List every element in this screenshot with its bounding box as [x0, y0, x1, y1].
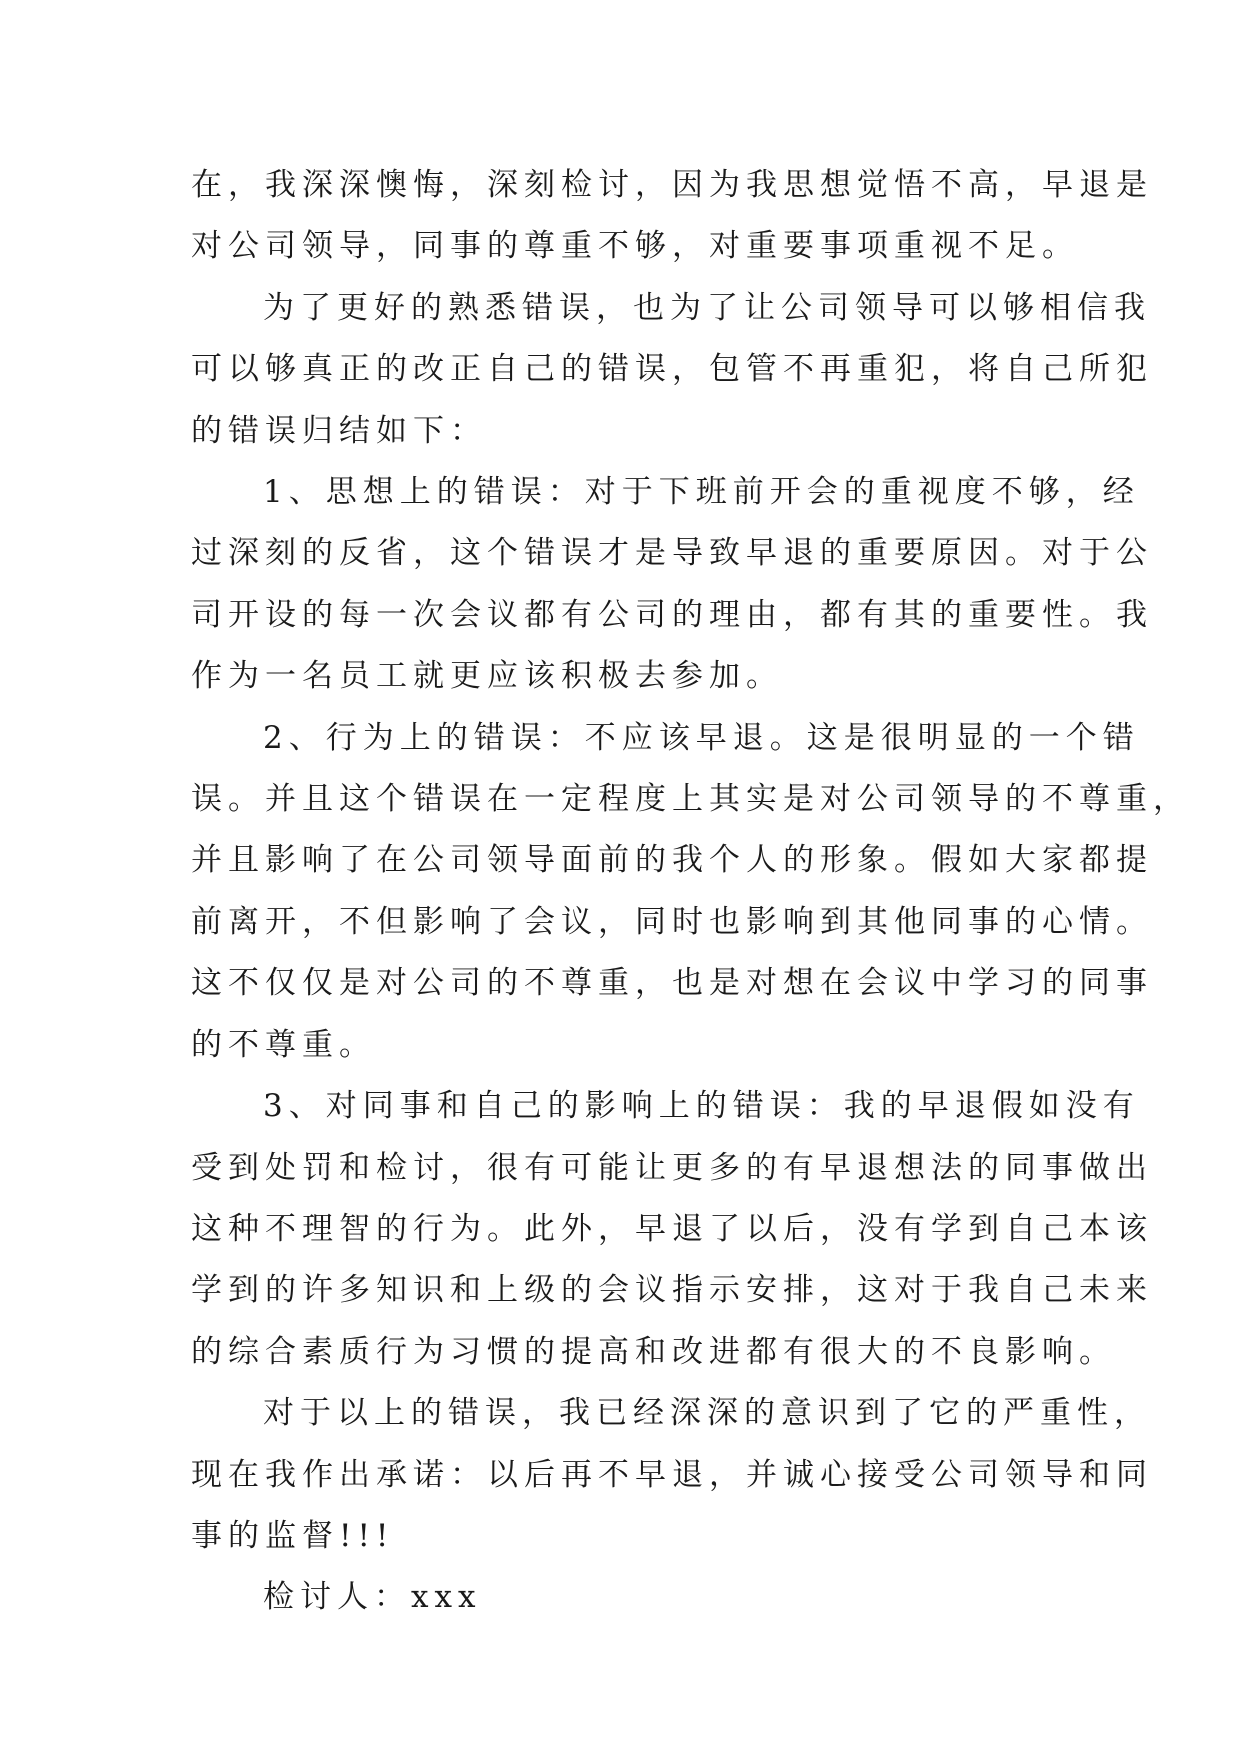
text-line: 现在我作出承诺：以后再不早退，并诚心接受公司领导和同	[191, 1456, 1153, 1493]
text-line: 2、行为上的错误：不应该早退。这是很明显的一个错	[263, 719, 1140, 756]
paragraph-point-2	[191, 708, 1190, 1076]
text-line: 为了更好的熟悉错误，也为了让公司领导可以够相信我	[263, 289, 1151, 326]
text-line: 的不尊重。	[191, 1026, 376, 1063]
signature-name: xxx	[411, 1579, 482, 1616]
text-line: 对公司领导，同事的尊重不够，对重要事项重视不足。	[191, 228, 1079, 265]
text-line: 学到的许多知识和上级的会议指示安排，这对于我自己未来	[191, 1272, 1153, 1309]
paragraph-point-1	[191, 462, 1153, 708]
text-line: 并且影响了在公司领导面前的我个人的形象。假如大家都提	[191, 842, 1153, 879]
paragraph-continuation	[191, 155, 1153, 278]
paragraph-point-3	[191, 1076, 1153, 1383]
text-line: 过深刻的反省，这个错误才是导致早退的重要原因。对于公	[191, 535, 1153, 572]
text-line: 3、对同事和自己的影响上的错误：我的早退假如没有	[263, 1088, 1140, 1125]
text-line: 在，我深深懊悔，深刻检讨，因为我思想觉悟不高，早退是	[191, 167, 1153, 203]
text-line: 1、思想上的错误：对于下班前开会的重视度不够，经	[263, 474, 1140, 511]
text-line: 这种不理智的行为。此外，早退了以后，没有学到自己本该	[191, 1210, 1153, 1247]
text-line: 这不仅仅是对公司的不尊重，也是对想在会议中学习的同事	[191, 965, 1153, 1002]
text-line: 的错误归结如下：	[191, 412, 487, 449]
document-body	[191, 155, 1190, 1629]
signature-label: 检讨人：	[263, 1579, 411, 1616]
text-line: 受到处罚和检讨，很有可能让更多的有早退想法的同事做出	[191, 1149, 1153, 1186]
text-line: 事的监督!!!	[191, 1517, 395, 1554]
signature-line	[191, 1567, 1071, 1628]
paragraph-commitment	[191, 1383, 1153, 1567]
text-line: 的综合素质行为习惯的提高和改进都有很大的不良影响。	[191, 1333, 1116, 1370]
text-line: 误。并且这个错误在一定程度上其实是对公司领导的不尊重，	[191, 781, 1190, 818]
text-line: 作为一名员工就更应该积极去参加。	[191, 658, 783, 695]
text-line: 司开设的每一次会议都有公司的理由，都有其的重要性。我	[191, 596, 1153, 633]
text-line: 前离开，不但影响了会议，同时也影响到其他同事的心情。	[191, 903, 1153, 940]
paragraph-intro	[191, 278, 1153, 462]
text-line: 可以够真正的改正自己的错误，包管不再重犯，将自己所犯	[191, 351, 1153, 388]
text-line: 对于以上的错误，我已经深深的意识到了它的严重性，	[263, 1395, 1151, 1432]
